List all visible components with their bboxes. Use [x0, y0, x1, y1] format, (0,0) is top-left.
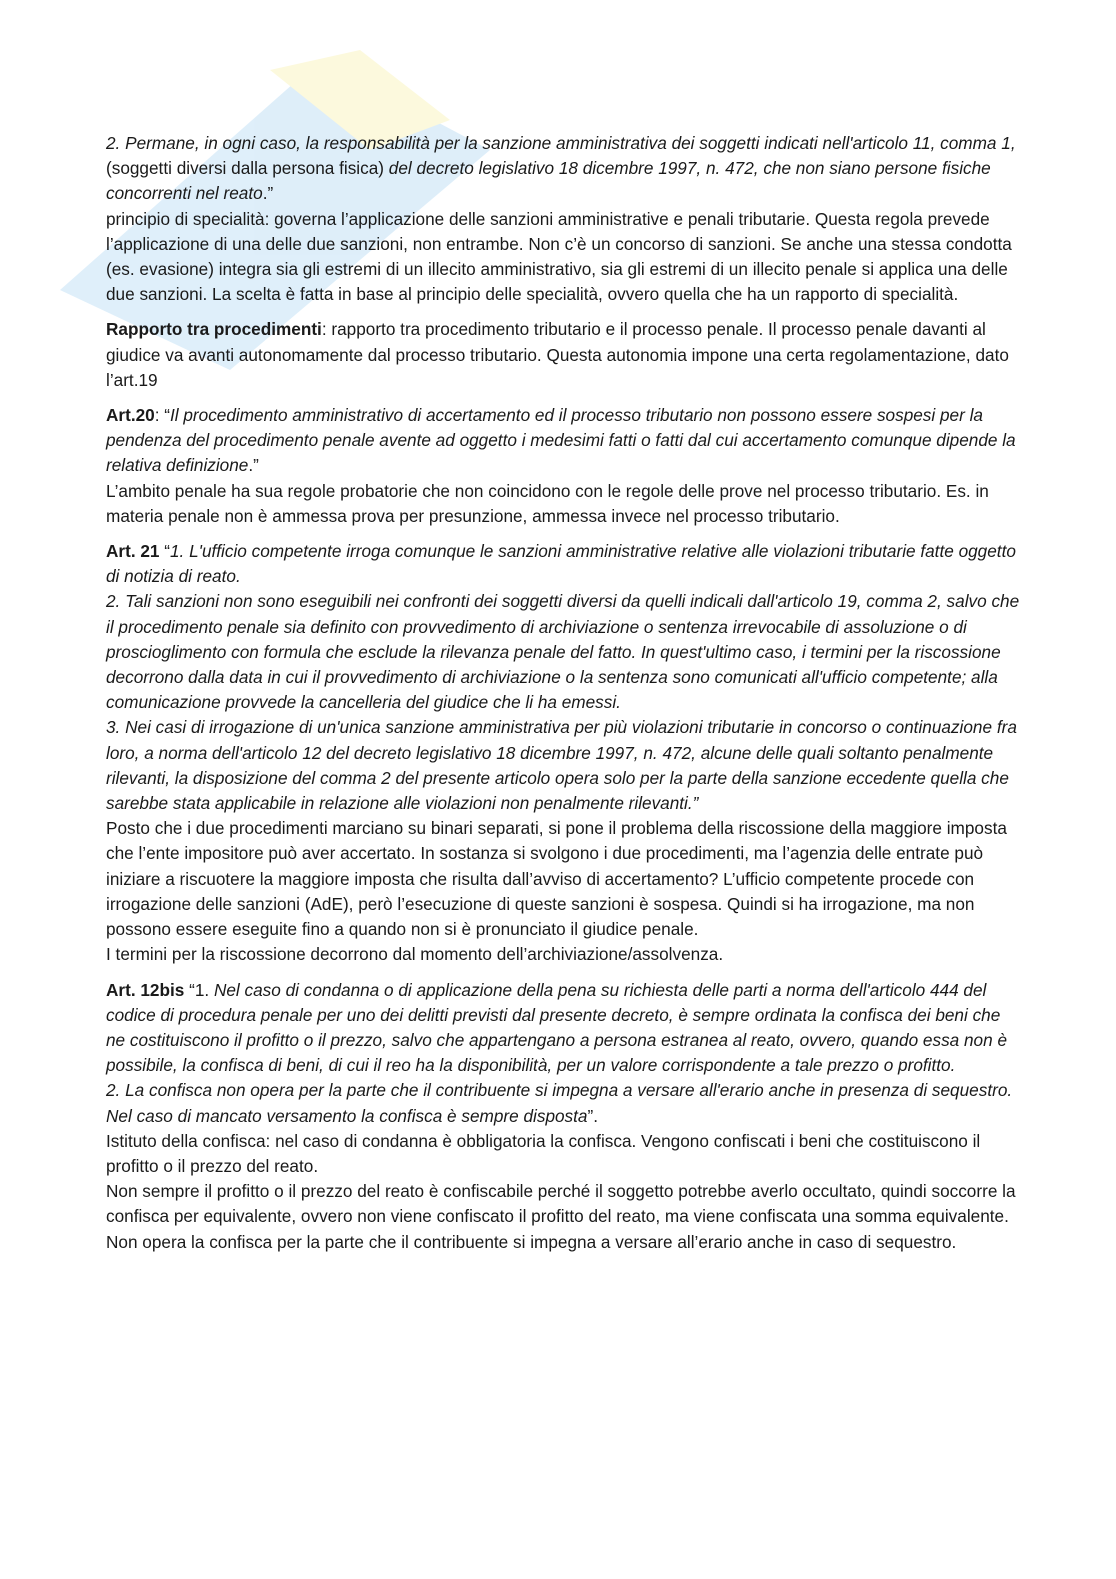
document-body: [106, 131, 1021, 1265]
paragraph-art20: Art.20: “Il procedimento amministrativo di accertamento ed il processo tributario non possono essere sospesi per la pendenza del procedimento penale avente ad oggetto i medesimi fatti o fatti dal cui accertamento comunque dipende la relativa definizione.” L’ambito penale ha sua regole probatorie che non coincidono con le regole delle prove nel processo tributario. Es. in materia penale non è ammessa prova per presunzione, ammessa invece nel processo tributario.: [106, 405, 1016, 526]
heading-art20: Art.20: [106, 405, 155, 426]
heading-art12bis: Art. 12bis: [106, 979, 185, 1000]
heading-art21: Art. 21: [106, 541, 160, 562]
heading-rapporto-procedimenti: Rapporto tra procedimenti: [106, 319, 322, 340]
paragraph-art21: Art. 21 “1. L'ufficio competente irroga comunque le sanzioni amministrative relative alle violazioni tributarie fatte oggetto di notizia di reato. 2. Tali sanzioni non sono eseguibili nei confronti dei soggetti diversi da quelli indicali dall'articolo 19, comma 2, salvo che il procedimento penale sia definito con provvedimento di archiviazione o sentenza irrevocabile di assoluzione o di proscioglimento con formula che esclude la rilevanza penale del fatto. In quest'ultimo caso, i termini per la riscossione decorrono dalla data in cui il provvedimento di archiviazione o la sentenza sono comunicati all'ufficio competente; alla comunicazione provvede la cancelleria del giudice che li ha emessi. 3. Nei casi di irrogazione di un'unica sanzione amministrativa per più violazioni tributarie in concorso o continuazione fra loro, a norma dell'articolo 12 del decreto legislativo 18 dicembre 1997, n. 472, alcune delle quali soltanto penalmente rilevanti, la disposizione del comma 2 del presente articolo opera solo per la parte della sanzione eccedente quella che sarebbe stata applicabile in relazione alle violazioni non penalmente rilevanti.” Posto che i due procedimenti marciano su binari separati, si pone il problema della riscossione della maggiore imposta che l’ente impositore può aver accertato. In sostanza si svolgono i due procedimenti, ma l’agenzia delle entrate può iniziare a riscuotere la maggiore imposta che risulta dall’avviso di accertamento? L’ufficio competente procede con irrogazione delle sanzioni (AdE), però l’esecuzione di queste sanzioni è sospesa. Quindi si ha irrogazione, ma non possono essere eseguite fino a quando non si è pronunciato il giudice penale. I termini per la riscossione decorrono dal momento dell’archiviazione/assolvenza.: [106, 541, 1020, 965]
paragraph-art12bis: Art. 12bis “1. Nel caso di condanna o di applicazione della pena su richiesta delle parti a norma dell'articolo 444 del codice di procedura penale per uno dei delitti previsti dal presente decreto, è sempre ordinata la confisca dei beni che ne costituiscono il profitto o il prezzo, salvo che appartengano a persona estranea al reato, ovvero, quando essa non è possibile, la confisca di beni, di cui il reo ha la disponibilità, per un valore corrispondente a tale prezzo o profitto. 2. La confisca non opera per la parte che il contribuente si impegna a versare all'erario anche in presenza di sequestro. Nel caso di mancato versamento la confisca è sempre disposta”. Istituto della confisca: nel caso di condanna è obbligatoria la confisca. Vengono confiscati i beni che costituiscono il profitto o il prezzo del reato. Non sempre il profitto o il prezzo del reato è confiscabile perché il soggetto potrebbe averlo occultato, quindi soccorre la confisca per equivalente, ovvero non viene confiscato il profitto del reato, ma viene confiscata una somma equivalente. Non opera la confisca per la parte che il contribuente si impegna a versare all’erario anche in caso di sequestro.: [106, 979, 1016, 1252]
paragraph-art19-comma2: 2. Permane, in ogni caso, la responsabilità per la sanzione amministrativa dei soggetti indicati nell'articolo 11, comma 1, (soggetti diversi dalla persona fisica) del decreto legislativo 18 dicembre 1997, n. 472, che non siano persone fisiche concorrenti nel reato.”: [106, 133, 1016, 204]
paragraph-rapporto-procedimenti: Rapporto tra procedimenti: rapporto tra procedimento tributario e il processo penale. Il processo penale davanti al giudice va avanti autonomamente dal processo tributario. Questa autonomia impone una certa regolamentazione, dato l’art.19: [106, 319, 1009, 390]
paragraph-principio-specialita: principio di specialità: governa l’applicazione delle sanzioni amministrative e penali tributarie. Questa regola prevede l’applicazione di una delle due sanzioni, non entrambe. Non c’è un concorso di sanzioni. Se anche una stessa condotta (es. evasione) integra sia gli estremi di un illecito amministrativo, sia gli estremi di un illecito penale si applica una delle due sanzioni. La scelta è fatta in base al principio delle specialità, ovvero quella che ha un rapporto di specialità.: [106, 208, 1012, 305]
